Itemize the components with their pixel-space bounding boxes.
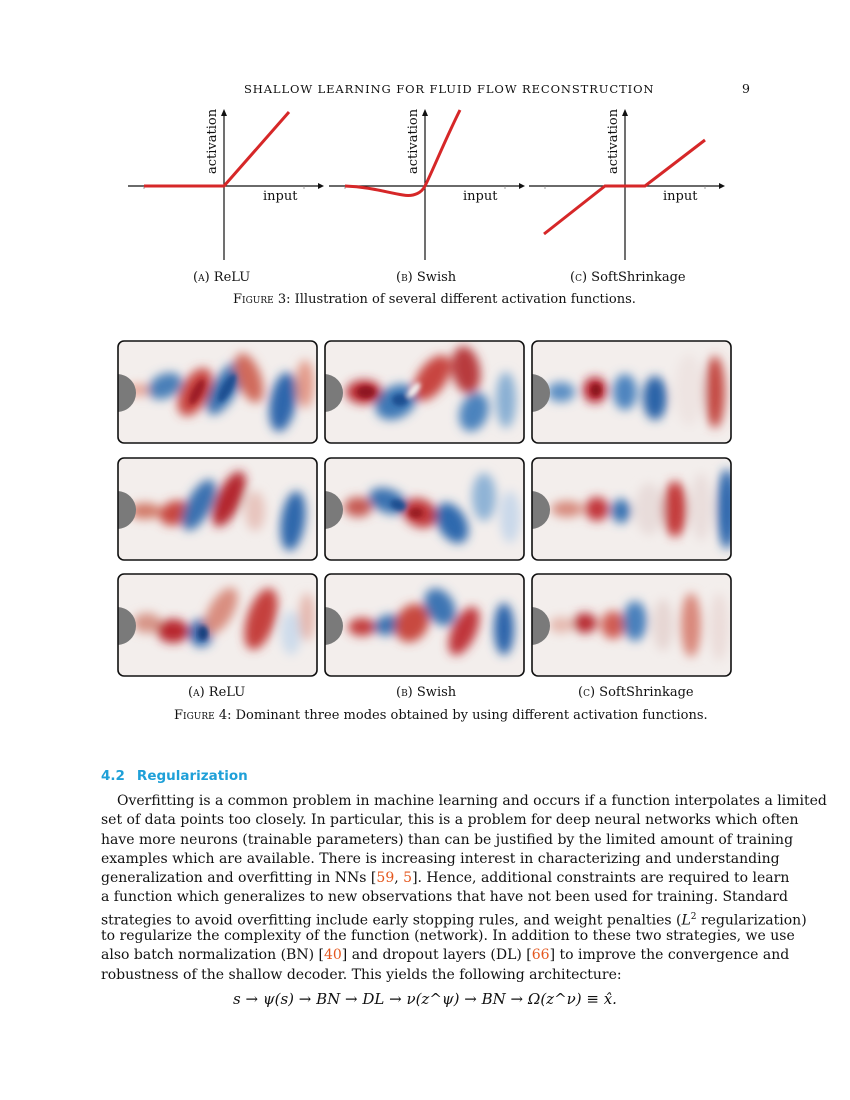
mode-image	[324, 457, 525, 561]
fig3-subcaption-relu	[193, 270, 250, 285]
y-label: activation	[606, 108, 621, 174]
swish-plot-svg	[325, 100, 525, 262]
x-axis-arrow	[318, 183, 324, 189]
paragraph-line: have more neurons (trainable parameters) than can be justified by the limited amount of training	[101, 831, 794, 848]
fig3-subcaption-swish	[396, 270, 456, 285]
subcaption-text: SoftShrinkage	[599, 685, 694, 700]
swish-curve	[345, 110, 460, 195]
mode-image	[117, 573, 318, 677]
text-run: ] to improve the convergence and	[549, 947, 790, 964]
math-superscript: 2	[690, 911, 697, 922]
mode-panel-swish-3	[324, 573, 525, 677]
mode-image	[117, 457, 318, 561]
text-run: ] and dropout layers (DL) [	[341, 947, 532, 964]
fig4-subcaption-swish	[396, 685, 456, 700]
x-label: input	[663, 189, 698, 204]
citation-link[interactable]: 40	[323, 947, 342, 964]
figure4-mode-grid	[117, 340, 734, 678]
y-axis-arrow	[422, 109, 428, 116]
caption-label: Figure 3:	[233, 292, 291, 307]
running-head	[0, 80, 850, 98]
paragraph-line: a function which generalizes to new observations that have not been used for training. Standard	[101, 889, 789, 906]
section-heading	[101, 768, 248, 784]
x-label: input	[263, 189, 298, 204]
text-run: strategies to avoid overfitting include early stopping rules, and weight penalties (	[101, 912, 682, 929]
fig3-subcaption-softshrinkage	[570, 270, 686, 285]
caption-label: Figure 4:	[174, 708, 232, 723]
mode-panel-swish-2	[324, 457, 525, 561]
text-run: generalization and overfitting in NNs [	[101, 870, 377, 887]
x-axis-arrow	[719, 183, 725, 189]
subcaption-label: (c)	[570, 270, 588, 285]
paragraph-line: examples which are available. There is increasing interest in characterizing and understanding	[101, 850, 780, 867]
citation-link[interactable]: 5	[403, 870, 413, 887]
figure3-caption	[233, 292, 636, 307]
mode-image	[531, 457, 732, 561]
text-run: ]. Hence, additional constraints are required to learn	[412, 870, 790, 887]
paragraph-line: to regularize the complexity of the function (network). In addition to these two strategies, we use	[101, 928, 795, 945]
mode-image	[324, 573, 525, 677]
citation-link[interactable]: 66	[531, 947, 550, 964]
fig4-subcaption-relu	[188, 685, 245, 700]
architecture-equation: s → ψ(s) → BN → DL → ν(z^ψ) → BN → Ω(z^ν) ≡ x̂.	[233, 990, 617, 1008]
subcaption-label: (b)	[396, 270, 413, 285]
page-number: 9	[742, 81, 750, 96]
mode-panel-softshrinkage-2	[531, 457, 732, 561]
mode-panel-relu-1	[117, 340, 318, 444]
mode-panel-softshrinkage-1	[531, 340, 732, 444]
subcaption-text: ReLU	[208, 685, 246, 700]
paragraph-line	[101, 869, 790, 888]
x-label: input	[463, 189, 498, 204]
mode-panel-relu-3	[117, 573, 318, 677]
section-title-text: Regularization	[136, 768, 248, 784]
running-title: SHALLOW LEARNING FOR FLUID FLOW RECONSTRUCTION	[244, 82, 655, 96]
text-run: also batch normalization (BN) [	[101, 947, 324, 964]
figure4-caption	[174, 708, 708, 723]
paragraph-line	[101, 946, 790, 965]
mode-image	[324, 340, 525, 444]
mode-panel-softshrinkage-3	[531, 573, 732, 677]
y-axis-arrow	[221, 109, 227, 116]
mode-image	[531, 573, 732, 677]
mode-image	[531, 340, 732, 444]
math-symbol: L	[681, 912, 691, 929]
caption-text: Illustration of several different activation functions.	[294, 292, 636, 307]
subcaption-label: (a)	[188, 685, 205, 700]
paragraph-line: set of data points too closely. In particular, this is a problem for deep neural networks which often	[101, 812, 799, 829]
citation-link[interactable]: 59	[376, 870, 395, 887]
subcaption-label: (a)	[193, 270, 210, 285]
text-run: ,	[394, 870, 404, 887]
y-label: activation	[406, 108, 421, 174]
swish-plot	[325, 100, 525, 262]
subcaption-label: (c)	[578, 685, 596, 700]
paragraph-line	[101, 908, 807, 929]
y-label: activation	[205, 108, 220, 174]
paragraph-line: robustness of the shallow decoder. This yields the following architecture:	[101, 966, 622, 983]
softshrinkage-plot	[525, 100, 725, 262]
subcaption-text: Swish	[416, 270, 457, 285]
relu-plot-svg	[124, 100, 324, 262]
softshrinkage-plot-svg	[525, 100, 725, 262]
mode-panel-relu-2	[117, 457, 318, 561]
y-axis-arrow	[622, 109, 628, 116]
paragraph-line: Overfitting is a common problem in machine learning and occurs if a function interpolates a limited	[117, 793, 827, 809]
subcaption-text: SoftShrinkage	[591, 270, 686, 285]
subcaption-label: (b)	[396, 685, 413, 700]
relu-plot	[124, 100, 324, 262]
fig4-subcaption-softshrinkage	[578, 685, 694, 700]
section-number: 4.2	[101, 768, 125, 784]
mode-image	[117, 340, 318, 444]
subcaption-text: Swish	[416, 685, 457, 700]
text-run: regularization)	[696, 912, 807, 929]
subcaption-text: ReLU	[213, 270, 251, 285]
mode-panel-swish-1	[324, 340, 525, 444]
caption-text: Dominant three modes obtained by using different activation functions.	[235, 708, 708, 723]
body-paragraph	[101, 792, 827, 985]
